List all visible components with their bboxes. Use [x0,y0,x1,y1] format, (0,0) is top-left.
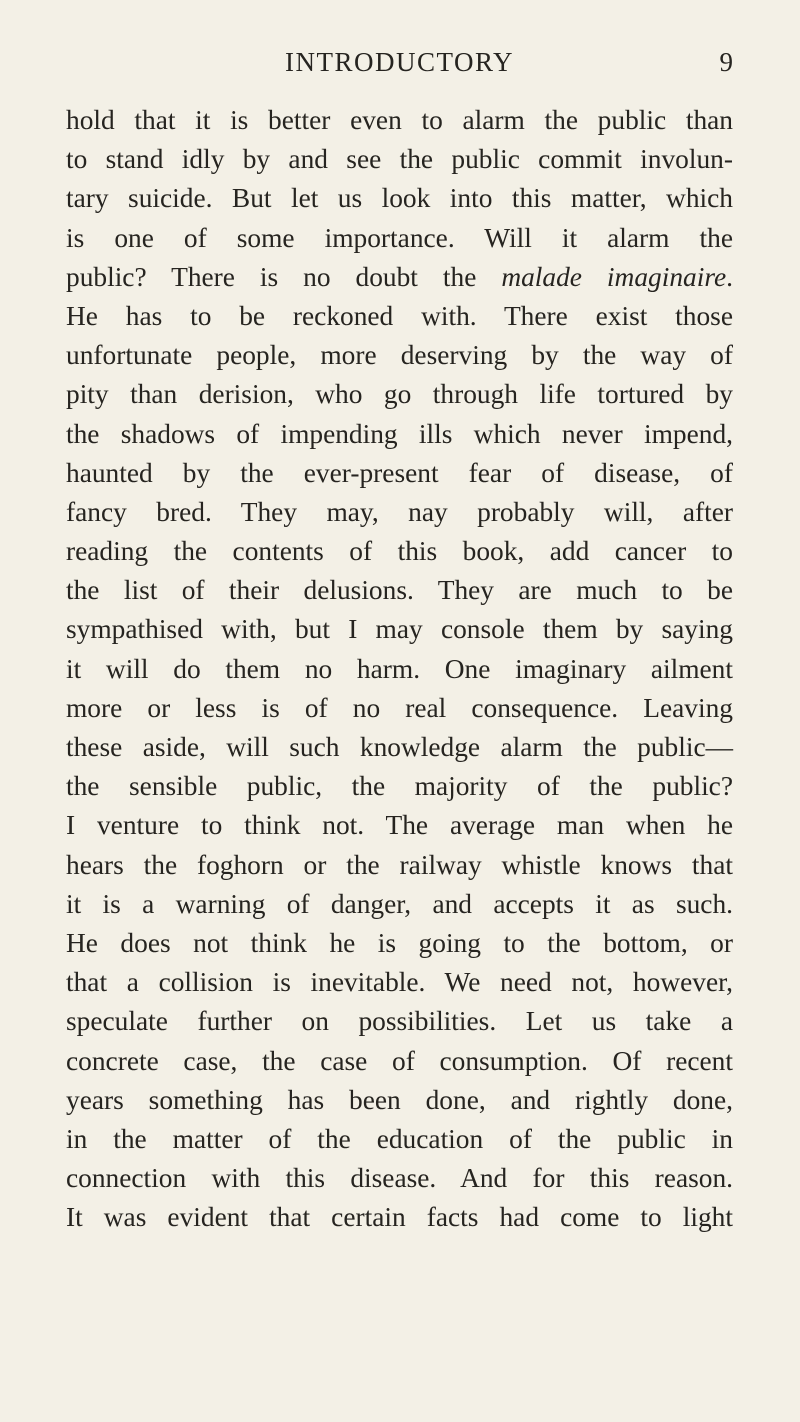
text-line: He has to be reckoned with. There exist those [66,300,733,331]
italic-phrase: malade imaginaire [501,261,727,292]
text-line: to stand idly by and see the public commit involun- [66,144,733,175]
text-line: the shadows of impending ills which never impend, [66,418,733,449]
text-line: these aside, will such knowledge alarm the public— [66,732,733,762]
page-number: 9 [719,47,733,77]
text-line: more or less is of no real consequence. Leaving [66,692,733,723]
text-line: He does not think he is going to the bottom, or [66,927,733,958]
body-text [66,101,733,1237]
text-line: reading the contents of this book, add cancer to [66,536,733,567]
text-line: fancy bred. They may, nay probably will, after [66,496,733,527]
text-line: speculate further on possibilities. Let us take a [66,1006,733,1037]
text-line: sympathised with, but I may console them by saying [66,614,733,645]
text-line: it will do them no harm. One imaginary ailment [66,653,733,684]
running-title: INTRODUCTORY [284,47,515,77]
text-fragment: . [726,261,733,292]
text-line: haunted by the ever-present fear of disease, of [66,457,733,488]
text-fragment: public? There is no doubt the [66,261,502,292]
text-line: I venture to think not. The average man when he [66,810,733,841]
text-line: connection with this disease. And for this reason. [66,1163,733,1194]
running-head [66,42,733,82]
text-line: that a collision is inevitable. We need not, however, [66,967,733,998]
text-line: in the matter of the education of the public in [66,1123,733,1154]
text-line: pity than derision, who go through life tortured by [66,379,733,410]
text-line: unfortunate people, more deserving by the way of [66,340,733,371]
text-line: concrete case, the case of consumption. Of recent [66,1045,733,1076]
text-line: is one of some importance. Will it alarm the [66,222,733,253]
text-line: the list of their delusions. They are much to be [66,575,733,606]
text-line [66,258,733,297]
text-line: hears the foghorn or the railway whistle knows that [66,849,733,880]
text-line: it is a warning of danger, and accepts it as such. [66,888,733,919]
text-line: hold that it is better even to alarm the public than [66,105,733,135]
text-line: years something has been done, and rightly done, [66,1084,733,1115]
text-line: the sensible public, the majority of the public? [66,771,733,802]
text-line: It was evident that certain facts had come to light [66,1202,733,1233]
text-line: tary suicide. But let us look into this matter, which [66,183,733,214]
